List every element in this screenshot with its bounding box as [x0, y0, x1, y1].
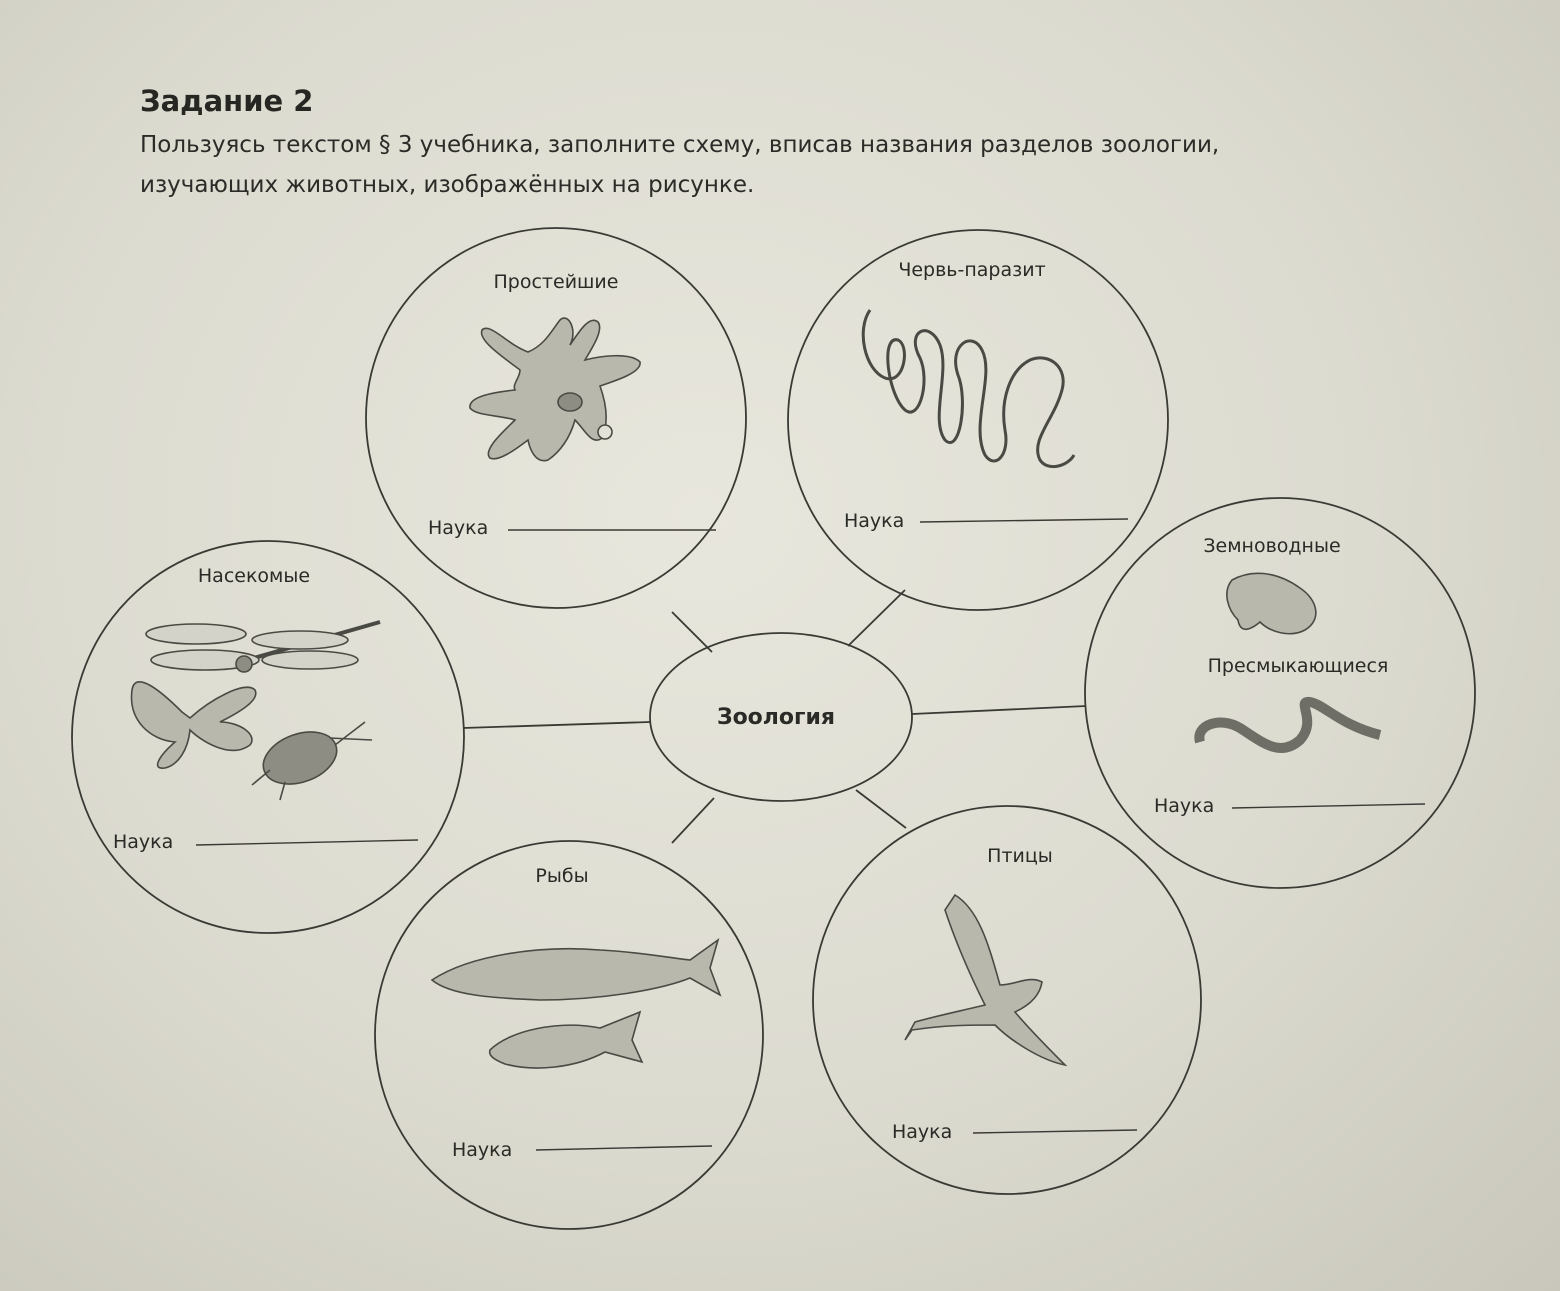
answer-line-insects[interactable] [196, 840, 418, 845]
dragonfly-icon [146, 622, 380, 672]
amoeba-vacuole-icon [598, 425, 612, 439]
connector-insects [463, 722, 650, 728]
title-amphibians: Земноводные [1203, 535, 1341, 557]
answer-line-birds[interactable] [973, 1130, 1137, 1133]
connector-protozoa [672, 612, 712, 652]
task-title: Задание 2 [140, 84, 314, 118]
science-label-worm: Наука [844, 510, 905, 532]
worm-icon [863, 310, 1074, 467]
amoeba-icon [470, 318, 640, 461]
perch-icon [490, 1012, 642, 1068]
answer-line-amphibians-reptiles[interactable] [1232, 804, 1425, 808]
answer-line-worm[interactable] [920, 519, 1128, 522]
science-label-birds: Наука [892, 1121, 953, 1143]
science-label-protozoa: Наука [428, 517, 489, 539]
beetle-icon [252, 722, 372, 800]
butterfly-icon [132, 682, 256, 768]
instruction-line-2: изучающих животных, изображённых на рисунке. [140, 172, 755, 198]
bird-icon [905, 895, 1065, 1065]
circle-worm [788, 230, 1168, 610]
science-label-amphibians-reptiles: Наука [1154, 795, 1215, 817]
title-insects: Насекомые [197, 565, 311, 587]
snake-icon [1199, 702, 1380, 748]
amoeba-nucleus-icon [558, 393, 582, 411]
frog-icon [1227, 573, 1316, 633]
instruction-line-1: Пользуясь текстом § 3 учебника, заполните схему, вписав названия разделов зоологии, [140, 132, 1220, 158]
connector-birds [856, 790, 906, 828]
answer-line-fish[interactable] [536, 1146, 712, 1150]
title-protozoa: Простейшие [493, 271, 619, 293]
center-label: Зоология [716, 705, 836, 730]
science-label-fish: Наука [452, 1139, 513, 1161]
title-worm: Червь-паразит [898, 259, 1046, 281]
cod-icon [432, 940, 720, 1000]
title-birds: Птицы [987, 845, 1053, 867]
circle-insects [72, 541, 464, 933]
science-label-insects: Наука [113, 831, 174, 853]
connector-fish [672, 798, 714, 843]
connector-worm [848, 590, 905, 646]
title-fish: Рыбы [535, 865, 589, 887]
connector-amphibians [912, 706, 1086, 714]
title-reptiles: Пресмыкающиеся [1207, 655, 1389, 677]
